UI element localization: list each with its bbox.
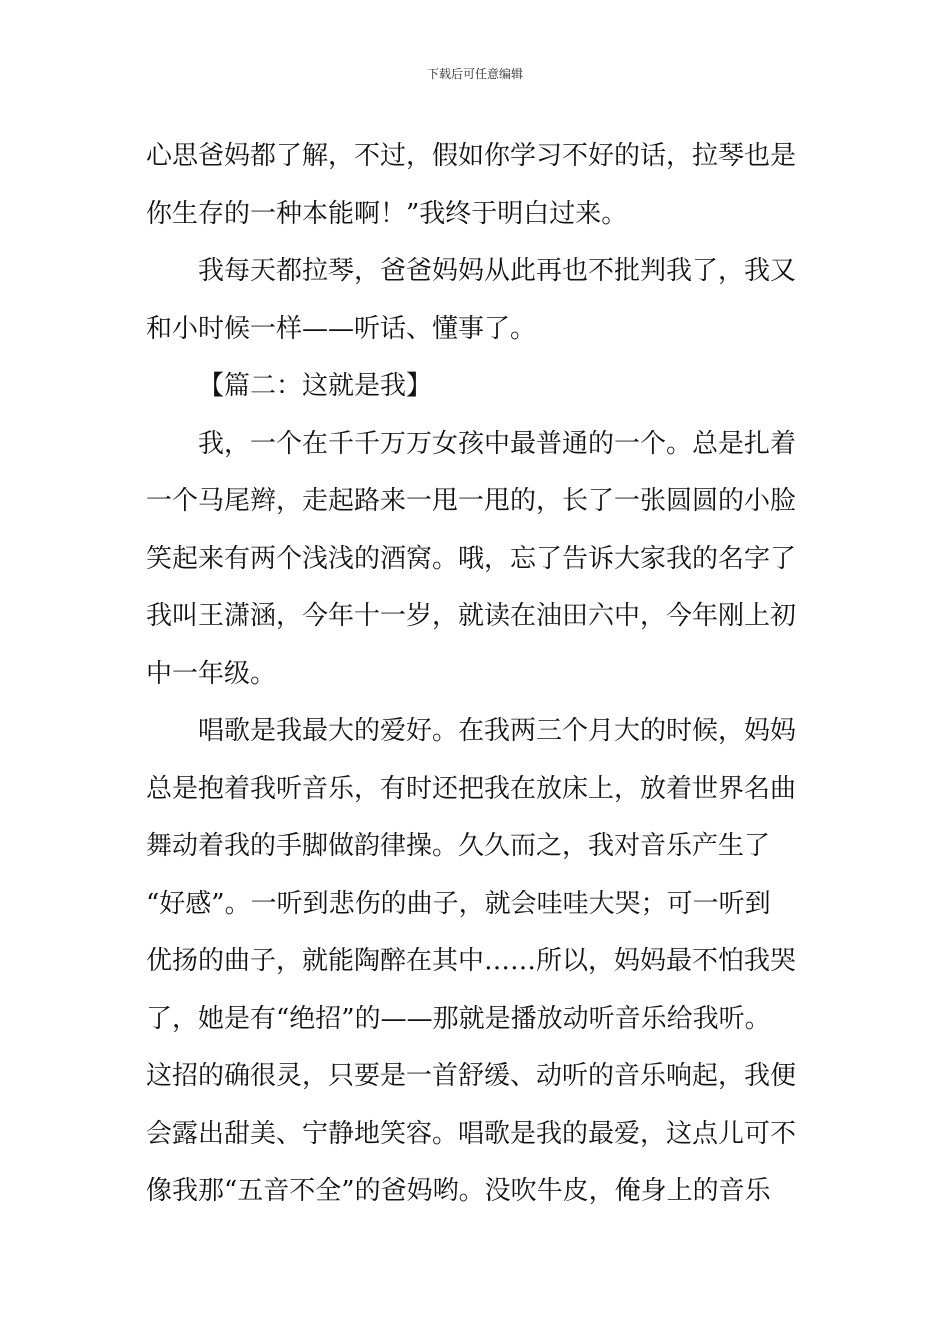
text-line: 一个马尾辫，走起路来一甩一甩的，长了一张圆圆的小脸 bbox=[146, 486, 797, 516]
text-line: 这招的确很灵，只要是一首舒缓、动听的音乐响起，我便 bbox=[146, 1061, 797, 1091]
text-line: 会露出甜美、宁静地笑容。唱歌是我的最爱，这点儿可不 bbox=[146, 1118, 797, 1149]
text-line: 心思爸妈都了解，不过，假如你学习不好的话，拉琴也是 bbox=[146, 141, 797, 171]
text-line: 了，她是有“绝招”的——那就是播放动听音乐给我听。 bbox=[146, 1003, 771, 1034]
body-text bbox=[146, 128, 806, 1221]
text-line: 中一年级。 bbox=[146, 658, 277, 689]
paragraph-start-line: 唱歌是我最大的爱好。在我两三个月大的时候，妈妈 bbox=[198, 716, 797, 746]
text-line: 我叫王潇涵，今年十一岁，就读在油田六中，今年刚上初 bbox=[146, 601, 797, 631]
text-line: 优扬的曲子，就能陶醉在其中……所以，妈妈最不怕我哭 bbox=[146, 946, 797, 976]
text-line: “好感”。一听到悲伤的曲子，就会哇哇大哭；可一听到 bbox=[146, 888, 771, 919]
paragraph-start-line: 我每天都拉琴，爸爸妈妈从此再也不批判我了，我又 bbox=[198, 256, 797, 286]
text-line: 像我那“五音不全”的爸妈哟。没吹牛皮，俺身上的音乐 bbox=[146, 1176, 771, 1206]
text-line: 舞动着我的手脚做韵律操。久久而之，我对音乐产生了 bbox=[146, 831, 771, 861]
section-heading: 【篇二：这就是我】 bbox=[198, 371, 433, 401]
text-line: 你生存的一种本能啊！”我终于明白过来。 bbox=[146, 198, 628, 229]
text-line: 总是抱着我听音乐，有时还把我在放床上，放着世界名曲 bbox=[146, 773, 797, 804]
paragraph-start-line: 我，一个在千千万万女孩中最普通的一个。总是扎着 bbox=[198, 428, 797, 459]
text-line: 和小时候一样——听话、懂事了。 bbox=[146, 313, 537, 344]
text-line: 笑起来有两个浅浅的酒窝。哦，忘了告诉大家我的名字了 bbox=[146, 543, 797, 574]
page-header: 下载后可任意编辑 bbox=[426, 67, 523, 81]
